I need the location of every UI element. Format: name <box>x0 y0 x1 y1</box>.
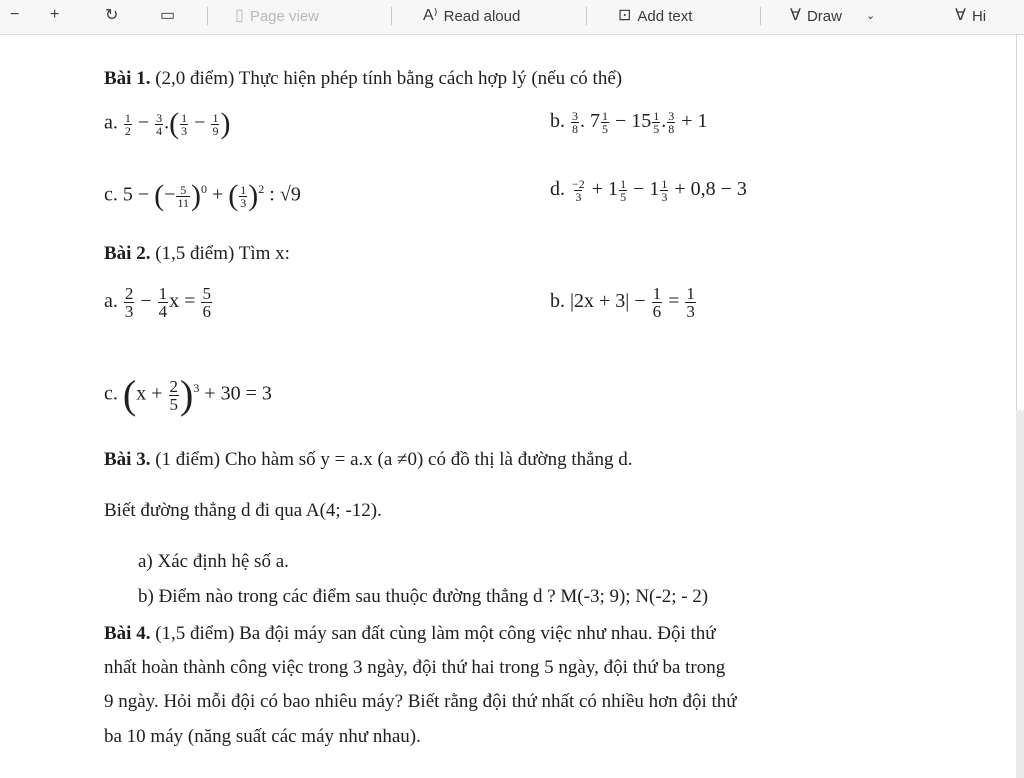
read-aloud-icon: A⁾ <box>423 7 438 24</box>
window-edge-shadow <box>1016 410 1024 778</box>
bai4-title: Bài 4. <box>104 623 151 644</box>
read-aloud-label: Read aloud <box>443 7 521 25</box>
toolbar-divider <box>586 7 587 25</box>
bai1-c-label: c. <box>104 183 118 206</box>
bai2-a-label: a. <box>104 290 118 313</box>
read-aloud-button[interactable] <box>423 5 520 27</box>
pdf-page <box>0 35 1016 778</box>
bai1-item-d: d. $\frac{-2}{3}$ + 1 $\frac{1}{5}$ − 1 $\frac{1}{3}$ + 0,8 − 3 <box>550 176 747 204</box>
highlight-button[interactable] <box>955 5 986 27</box>
bai4-text-4: ba 10 máy (năng suất các máy như nhau). <box>104 726 421 747</box>
minus-icon[interactable]: − <box>10 6 20 23</box>
bai1-a-label: a. <box>104 111 118 134</box>
bai2-b-label: b. <box>550 290 565 313</box>
page-view-icon: ▯ <box>235 7 244 24</box>
page-view-label: Page view <box>249 7 320 25</box>
bai1-d-label: d. <box>550 178 565 200</box>
fit-page-icon[interactable]: ▭ <box>160 7 176 24</box>
bai4-text-3: 9 ngày. Hỏi mỗi đội có bao nhiêu máy? Biết rằng đội thứ nhất có nhiều hơn đội thứ <box>104 691 737 712</box>
page-view-button[interactable] <box>235 5 319 27</box>
add-text-label: Add text <box>637 7 693 25</box>
bai4-heading <box>104 622 716 646</box>
bai1-b-label: b. <box>550 110 565 132</box>
window-edge <box>1016 35 1024 410</box>
bai3-heading <box>104 448 633 472</box>
bai2-item-c: c. (x + $\frac{2}{5}$ )$^3$ + 30 = 3 <box>104 372 272 417</box>
zoom-in-button[interactable]: + <box>50 6 60 23</box>
draw-button[interactable] <box>790 5 875 27</box>
bai3-line2: Biết đường thẳng d đi qua A(4; -12). <box>104 500 382 521</box>
bai1-item-b: b. $\frac{3}{8}$ . 7 $\frac{1}{5}$ − 15 $\frac{1}{5}$ . $\frac{3}{8}$ + 1 <box>550 108 708 136</box>
chevron-down-icon[interactable]: ⌄ <box>865 9 876 22</box>
add-text-button[interactable] <box>618 5 692 27</box>
toolbar-divider <box>207 7 208 25</box>
rotate-icon[interactable]: ↻ <box>105 7 119 24</box>
toolbar-divider <box>760 7 761 25</box>
bai3-item-b: b) Điểm nào trong các điểm sau thuộc đường thẳng d ? M(-3; 9); N(-2; - 2) <box>138 586 709 607</box>
toolbar-divider <box>391 7 392 25</box>
bai2-title: Bài 2. <box>104 243 151 264</box>
pdf-toolbar <box>0 0 1024 35</box>
add-text-icon: ⊡ <box>618 7 632 24</box>
bai3-item-a: a) Xác định hệ số a. <box>138 551 289 572</box>
bai4-text-1: (1,5 điểm) Ba đội máy san đất cùng làm một công việc như nhau. Đội thứ <box>155 623 716 644</box>
bai4-text-2: nhất hoàn thành công việc trong 3 ngày, đội thứ hai trong 5 ngày, đội thứ ba trong <box>104 657 726 678</box>
bai2-heading <box>104 242 290 266</box>
bai1-text: (2,0 điểm) Thực hiện phép tính bằng cách hợp lý (nếu có thể) <box>155 68 623 89</box>
bai2-item-b: b. |2x + 3| − $\frac{1}{6}$ = $\frac{1}{3}$ <box>550 284 695 321</box>
bai1-title: Bài 1. <box>104 68 151 89</box>
bai3-text: (1 điểm) Cho hàm số y = a.x (a ≠0) có đồ thị là đường thẳng d. <box>155 449 633 470</box>
bai2-item-a: a. $\frac{2}{3}$ − $\frac{1}{4}$ x = $\frac{5}{6}$ <box>104 284 211 321</box>
bai1-item-a: a. $\frac{1}{2}$ − $\frac{3}{4}$ .( $\frac{1}{3}$ − $\frac{1}{9}$ ) <box>104 107 231 140</box>
bai2-c-label: c. <box>104 382 118 405</box>
draw-icon: ∀ <box>790 7 801 24</box>
draw-label: Draw <box>806 7 842 25</box>
bai3-title: Bài 3. <box>104 449 151 470</box>
highlight-label: Hi <box>971 7 987 25</box>
bai2-text: (1,5 điểm) Tìm x: <box>155 243 290 264</box>
bai1-heading <box>104 67 622 91</box>
highlight-icon: ∀ <box>955 7 966 24</box>
bai1-item-c: c. 5 − (− $\frac{5}{11}$ )$^0$ + ( $\frac{1}{3}$ )$^2$ : √9 <box>104 179 301 213</box>
